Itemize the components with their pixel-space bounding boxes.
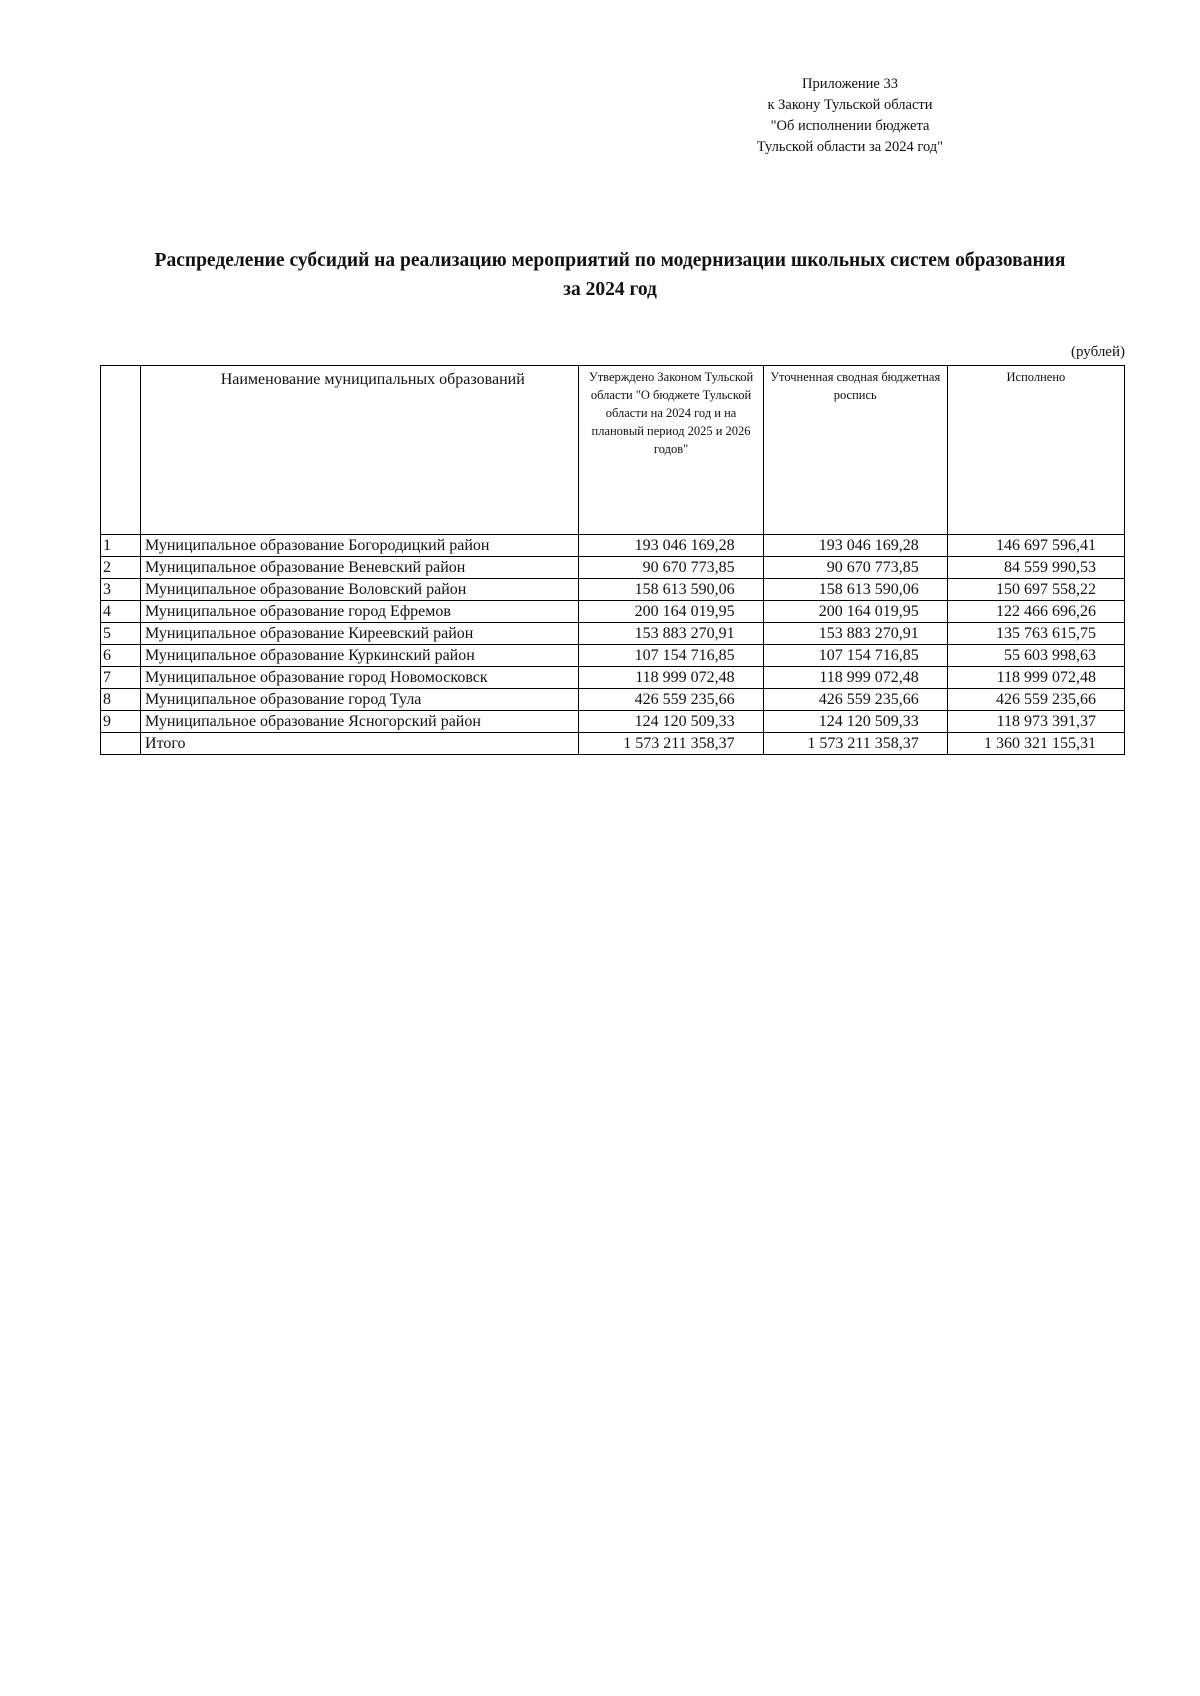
total-row	[101, 733, 1125, 755]
row-approved: 107 154 716,85	[579, 645, 763, 667]
row-name: Муниципальное образование Богородицкий район	[141, 535, 579, 557]
row-name: Муниципальное образование город Новомосковск	[141, 667, 579, 689]
table-row	[101, 667, 1125, 689]
row-approved: 158 613 590,06	[579, 579, 763, 601]
row-executed: 426 559 235,66	[947, 689, 1124, 711]
row-number: 6	[101, 645, 141, 667]
row-name: Муниципальное образование город Тула	[141, 689, 579, 711]
row-approved: 90 670 773,85	[579, 557, 763, 579]
table-row	[101, 689, 1125, 711]
row-number: 3	[101, 579, 141, 601]
row-number	[101, 733, 141, 755]
row-refined: 158 613 590,06	[763, 579, 947, 601]
row-name: Муниципальное образование Веневский район	[141, 557, 579, 579]
row-executed: 118 999 072,48	[947, 667, 1124, 689]
appendix-line: к Закону Тульской области	[767, 97, 933, 113]
row-approved: 1 573 211 358,37	[579, 733, 763, 755]
row-number: 4	[101, 601, 141, 623]
units-label: (рублей)	[1070, 344, 1125, 360]
row-refined: 193 046 169,28	[763, 535, 947, 557]
row-name: Муниципальное образование Киреевский район	[141, 623, 579, 645]
row-executed: 122 466 696,26	[947, 601, 1124, 623]
row-executed: 84 559 990,53	[947, 557, 1124, 579]
title-line: Распределение субсидий на реализацию мероприятий по модернизации школьных систем образования	[154, 250, 1066, 271]
row-approved: 118 999 072,48	[579, 667, 763, 689]
row-number: 1	[101, 535, 141, 557]
row-refined: 153 883 270,91	[763, 623, 947, 645]
row-refined: 124 120 509,33	[763, 711, 947, 733]
row-approved: 193 046 169,28	[579, 535, 763, 557]
row-approved: 124 120 509,33	[579, 711, 763, 733]
table-row	[101, 601, 1125, 623]
row-number: 2	[101, 557, 141, 579]
table-row	[101, 557, 1125, 579]
table-row	[101, 623, 1125, 645]
appendix-reference	[700, 74, 1000, 158]
row-executed: 146 697 596,41	[947, 535, 1124, 557]
header-approved: Утверждено Законом Тульской области "О бюджете Тульской области на 2024 год и на плановый период 2025 и 2026 годов"	[579, 366, 763, 535]
row-refined: 90 670 773,85	[763, 557, 947, 579]
row-number: 7	[101, 667, 141, 689]
table-row	[101, 535, 1125, 557]
header-refined: Уточненная сводная бюджетная роспись	[763, 366, 947, 535]
appendix-line: Тульской области за 2024 год"	[756, 139, 944, 155]
row-refined: 426 559 235,66	[763, 689, 947, 711]
row-name: Муниципальное образование Воловский район	[141, 579, 579, 601]
table-header-row	[101, 366, 1125, 535]
row-executed: 118 973 391,37	[947, 711, 1124, 733]
row-executed: 55 603 998,63	[947, 645, 1124, 667]
table-row	[101, 579, 1125, 601]
row-refined: 118 999 072,48	[763, 667, 947, 689]
row-approved: 153 883 270,91	[579, 623, 763, 645]
row-refined: 200 164 019,95	[763, 601, 947, 623]
row-approved: 200 164 019,95	[579, 601, 763, 623]
row-name: Муниципальное образование Куркинский район	[141, 645, 579, 667]
row-name: Муниципальное образование город Ефремов	[141, 601, 579, 623]
header-executed: Исполнено	[947, 366, 1124, 535]
header-number	[101, 366, 141, 535]
row-executed: 150 697 558,22	[947, 579, 1124, 601]
header-name: Наименование муниципальных образований	[141, 366, 579, 535]
title-line: за 2024 год	[563, 279, 657, 300]
row-executed: 1 360 321 155,31	[947, 733, 1124, 755]
row-name: Итого	[141, 733, 579, 755]
row-approved: 426 559 235,66	[579, 689, 763, 711]
row-name: Муниципальное образование Ясногорский район	[141, 711, 579, 733]
appendix-line: "Об исполнении бюджета	[770, 118, 930, 134]
appendix-line: Приложение 33	[802, 76, 898, 92]
table-row	[101, 711, 1125, 733]
row-number: 8	[101, 689, 141, 711]
row-number: 9	[101, 711, 141, 733]
row-number: 5	[101, 623, 141, 645]
table-row	[101, 645, 1125, 667]
row-refined: 1 573 211 358,37	[763, 733, 947, 755]
row-refined: 107 154 716,85	[763, 645, 947, 667]
document-title	[100, 246, 1120, 304]
subsidy-table	[100, 365, 1125, 755]
row-executed: 135 763 615,75	[947, 623, 1124, 645]
